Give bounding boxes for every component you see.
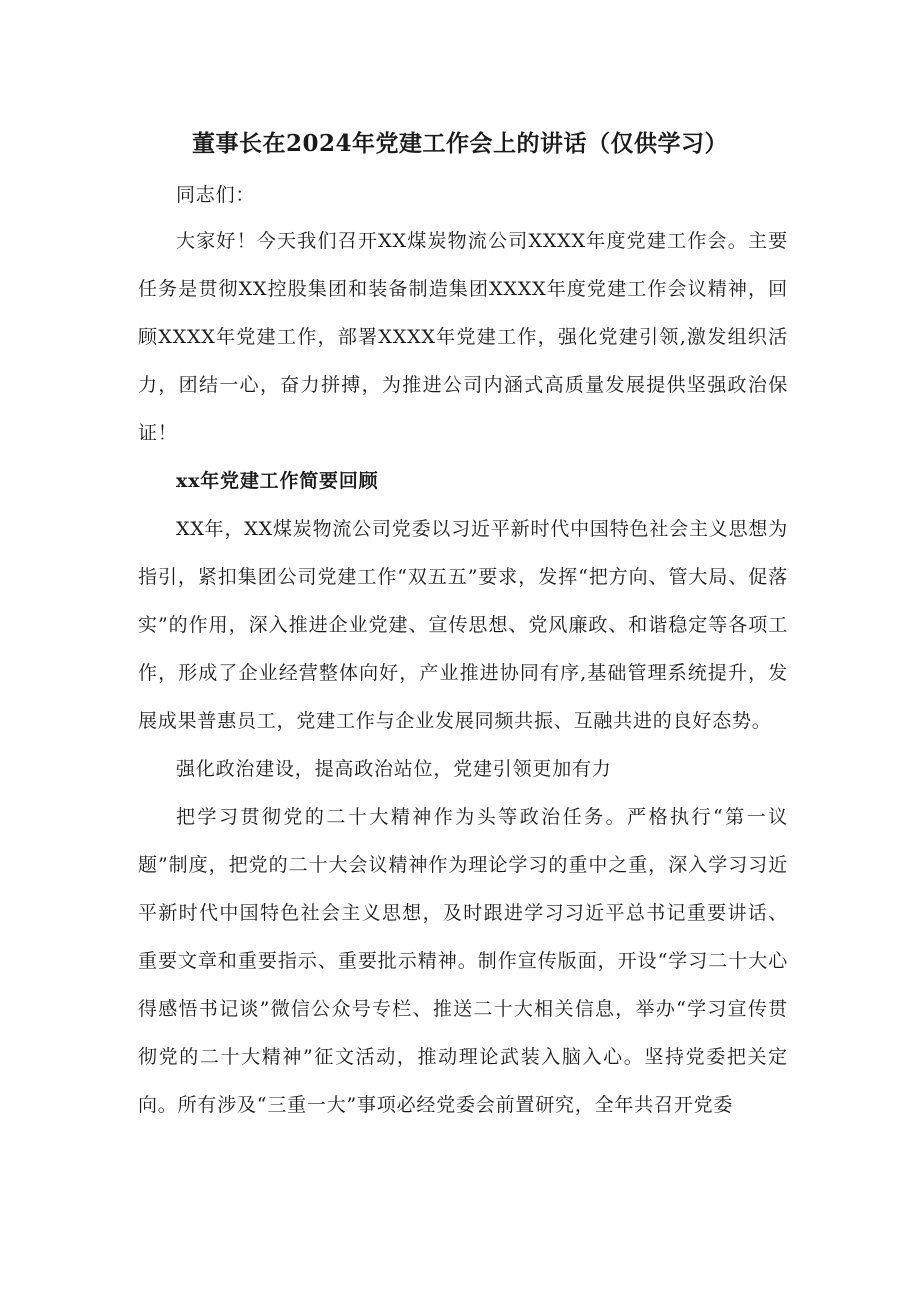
- salutation: 同志们：: [176, 184, 256, 206]
- paragraph-political: 把学习贯彻党的二十大精神作为头等政治任务。严格执行“第一议题”制度，把党的二十大会议精神作为理论学习的重中之重，深入学习习近平新时代中国特色社会主义思想，及时跟进学习习近平总书记重要讲话、重要文章和重要指示、重要批示精神。制作宣传版面，开设“学习二十大心得感悟书记谈”微信公众号专栏、推送二十大相关信息，举办“学习宣传贯彻党的二十大精神”征文活动，推动理论武装入脑入心。坚持党委把关定向。所有涉及“三重一大”事项必经党委会前置研究，全年共召开党委: [138, 806, 788, 1116]
- section-heading-review: xx年党建工作简要回顾: [176, 470, 379, 492]
- document-body: [138, 175, 788, 1129]
- paragraph-opening: 大家好！今天我们召开XX煤炭物流公司XXXX年度党建工作会。主要任务是贯彻XX控股集团和装备制造集团XXXX年度党建工作会议精神，回顾XXXX年党建工作，部署XXXX年党建工作，强化党建引领,激发组织活力，团结一心，奋力拼搏，为推进公司内涵式高质量发展提供坚强政治保证！: [138, 230, 788, 444]
- subsection-heading-political: 强化政治建设，提高政治站位，党建引领更加有力: [176, 758, 612, 780]
- paragraph-review: XX年，XX煤炭物流公司党委以习近平新时代中国特色社会主义思想为指引，紧扣集团公司党建工作“双五五”要求，发挥“把方向、管大局、促落实”的作用，深入推进企业党建、宣传思想、党风廉政、和谐稳定等各项工作，形成了企业经营整体向好，产业推进协同有序,基础管理系统提升，发展成果普惠员工，党建工作与企业发展同频共振、互融共进的良好态势。: [138, 518, 788, 732]
- document-title: 董事长在2024年党建工作会上的讲话（仅供学习）: [191, 130, 728, 157]
